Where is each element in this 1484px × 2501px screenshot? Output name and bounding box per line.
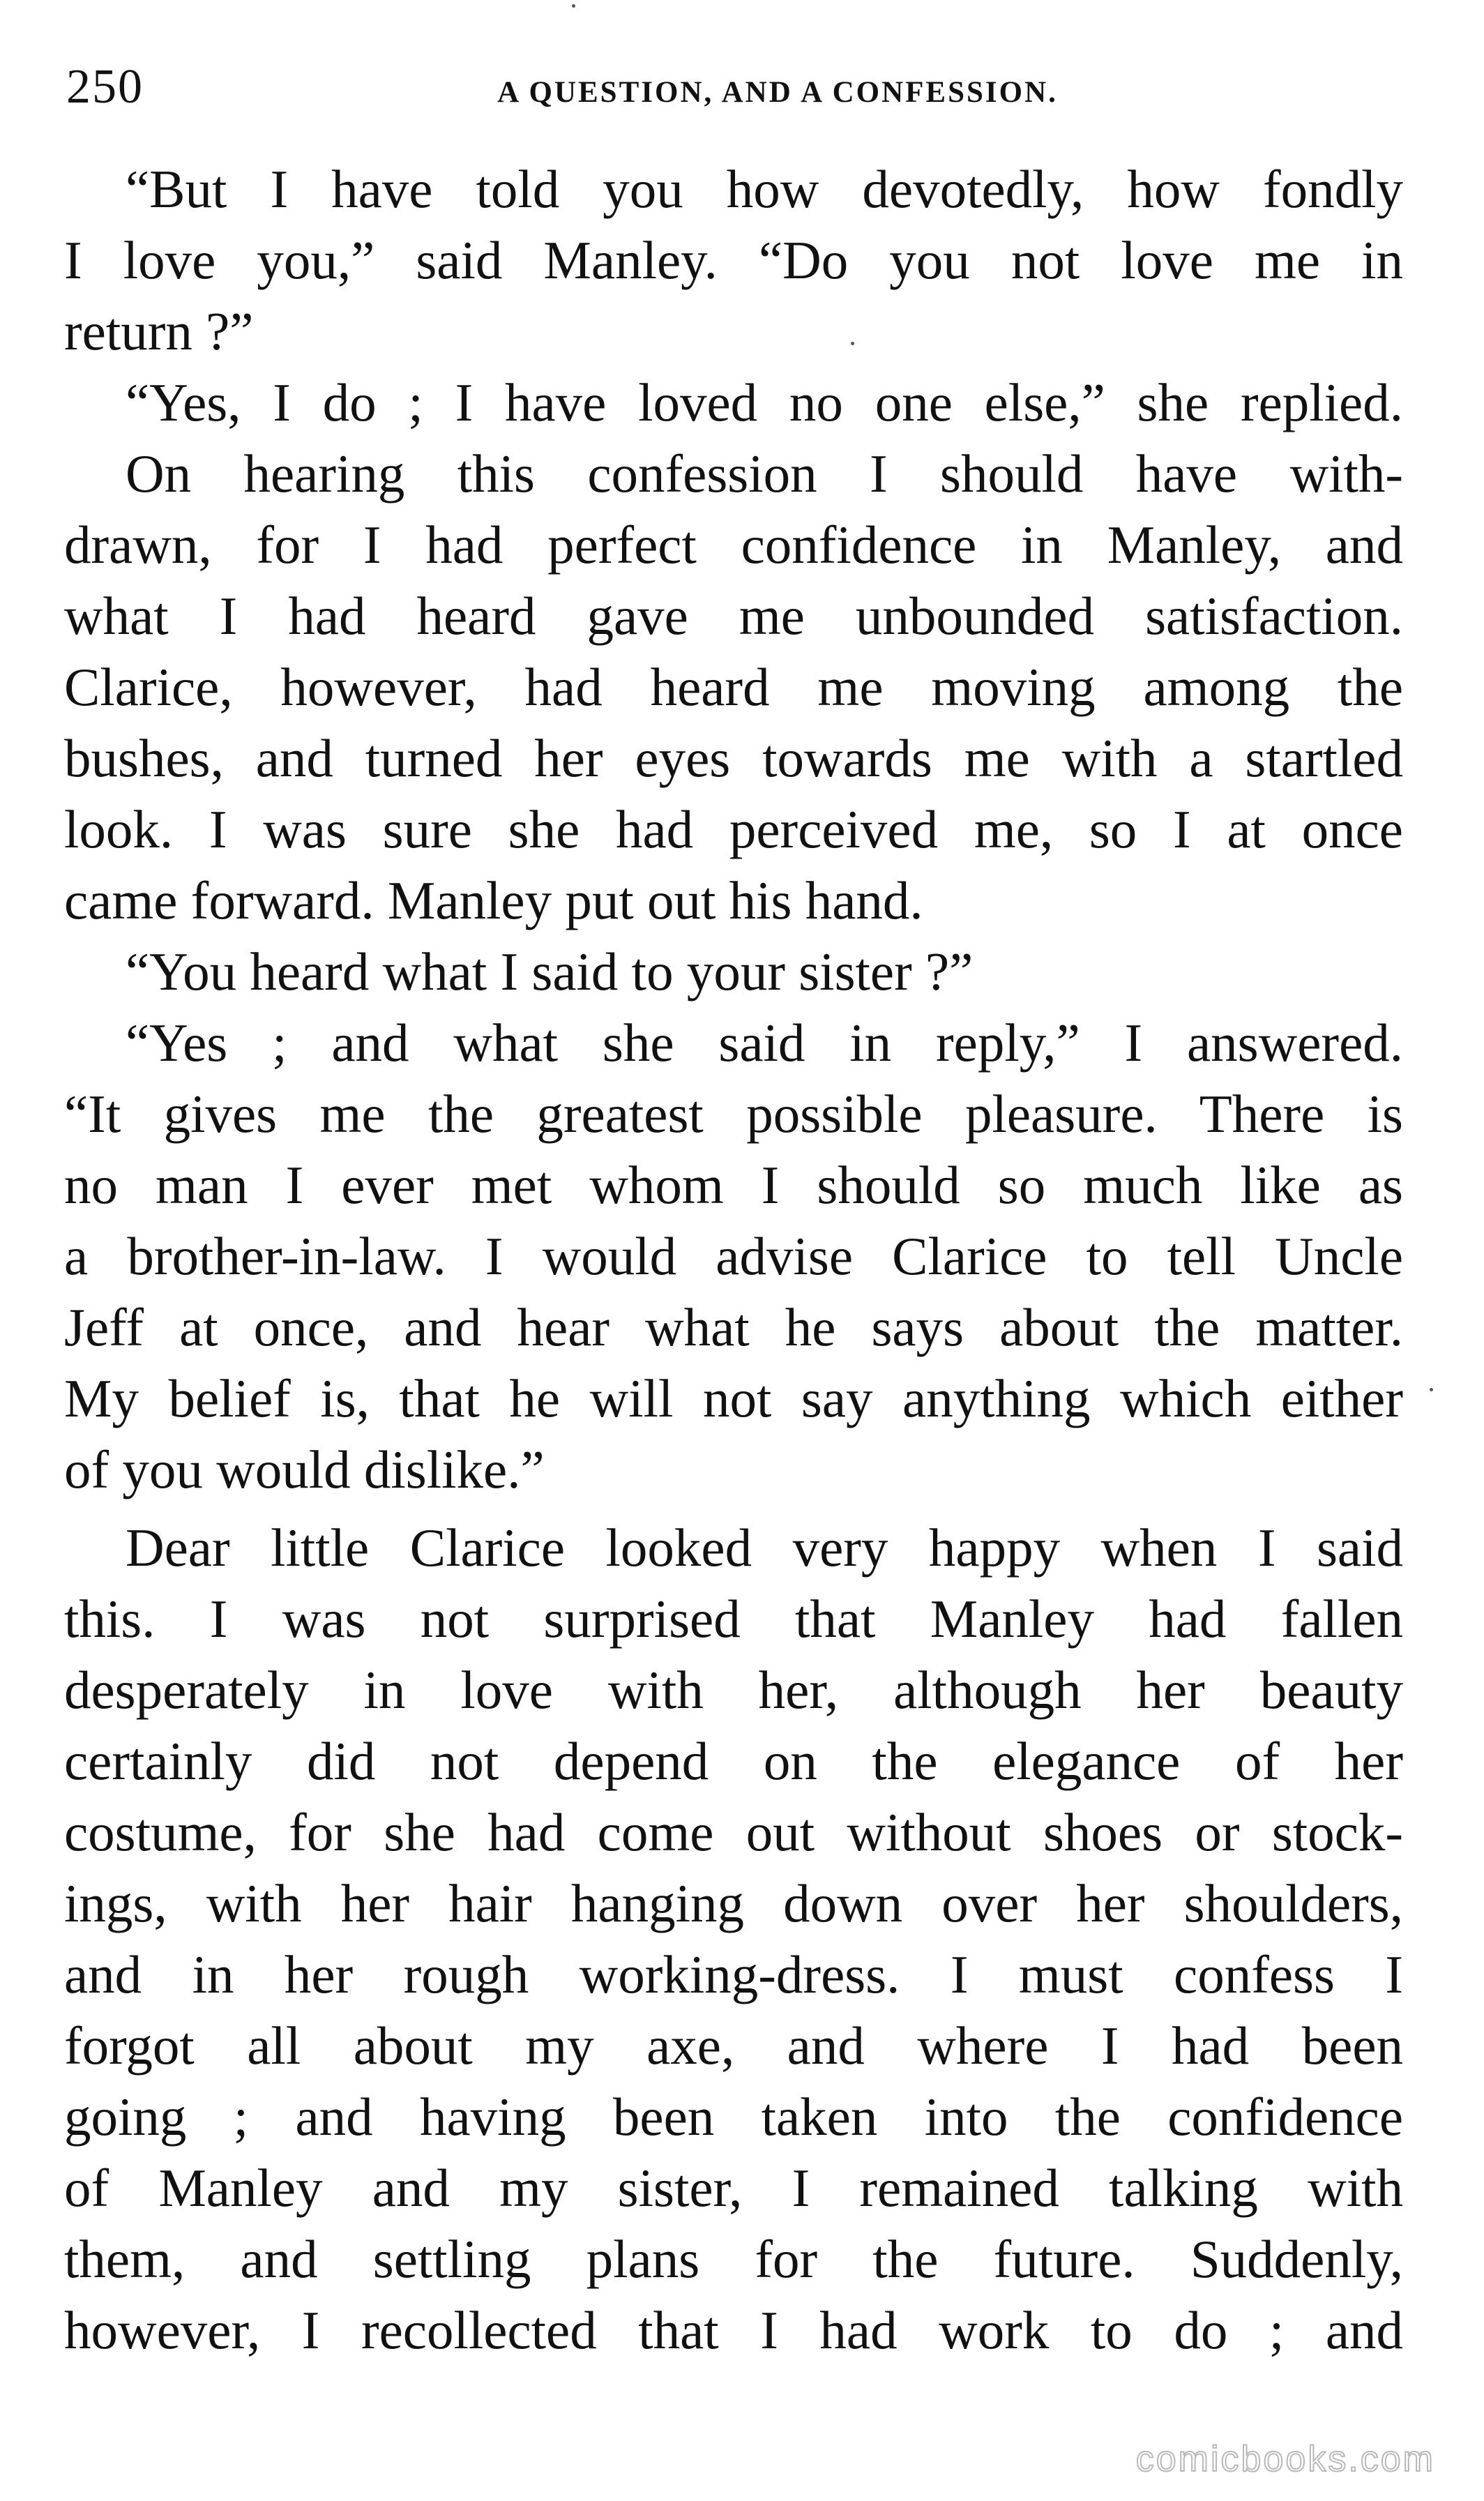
text-line: however, I recollected that I had work to do ; and — [64, 2300, 1403, 2360]
text-line: My belief is, that he will not say anything which either — [64, 1368, 1403, 1428]
page-number: 250 — [66, 60, 144, 114]
text-line: desperately in love with her, although her beauty — [64, 1660, 1403, 1720]
text-line: no man I ever met whom I should so much like as — [64, 1155, 1403, 1215]
text-line: came forward. Manley put out his hand. — [64, 870, 923, 930]
text-line: Jeff at once, and hear what he says about the matter. — [64, 1297, 1403, 1357]
text-line: look. I was sure she had perceived me, so I at once — [64, 799, 1403, 859]
text-line: of Manley and my sister, I remained talking with — [64, 2158, 1403, 2218]
text-line: a brother-in-law. I would advise Clarice to tell Uncle — [64, 1226, 1403, 1286]
text-line: I love you,” said Manley. “Do you not love me in — [64, 230, 1403, 290]
running-head: A QUESTION, AND A CONFESSION. — [497, 76, 1058, 109]
text-line: “Yes, I do ; I have loved no one else,” she replied. — [126, 372, 1403, 432]
print-speck — [1430, 1388, 1433, 1391]
watermark-logo: comicbooks.com — [1135, 2439, 1435, 2479]
text-line: “It gives me the greatest possible pleasure. There is — [64, 1084, 1403, 1144]
text-line: “You heard what I said to your sister ?” — [126, 942, 974, 1002]
text-line: Dear little Clarice looked very happy when I said — [126, 1518, 1403, 1578]
text-line: and in her rough working-dress. I must confess I — [64, 1944, 1403, 2004]
text-line: of you would dislike.” — [64, 1440, 545, 1499]
text-line: “Yes ; and what she said in reply,” I answered. — [126, 1013, 1403, 1073]
text-line: this. I was not surprised that Manley had fallen — [64, 1589, 1403, 1649]
text-line: bushes, and turned her eyes towards me with a startled — [64, 728, 1403, 788]
text-line: them, and settling plans for the future. Suddenly, — [64, 2229, 1403, 2289]
body-text — [64, 153, 1403, 2366]
text-line: Clarice, however, had heard me moving among the — [64, 657, 1403, 717]
text-line: On hearing this confession I should have with- — [126, 444, 1403, 504]
text-line: ings, with her hair hanging down over her shoulders, — [64, 1873, 1403, 1933]
page-header — [66, 56, 1416, 119]
text-line: drawn, for I had perfect confidence in Manley, and — [64, 515, 1403, 575]
text-line: “But I have told you how devotedly, how fondly — [126, 159, 1403, 219]
print-speck — [572, 4, 575, 8]
print-speck — [851, 342, 854, 345]
text-line: forgot all about my axe, and where I had been — [64, 2016, 1403, 2076]
text-line: return ?” — [64, 301, 254, 361]
text-line: costume, for she had come out without shoes or stock- — [64, 1802, 1403, 1862]
text-line: certainly did not depend on the elegance of her — [64, 1731, 1403, 1791]
text-line: what I had heard gave me unbounded satisfaction. — [64, 586, 1403, 646]
text-line: going ; and having been taken into the confidence — [64, 2087, 1403, 2147]
